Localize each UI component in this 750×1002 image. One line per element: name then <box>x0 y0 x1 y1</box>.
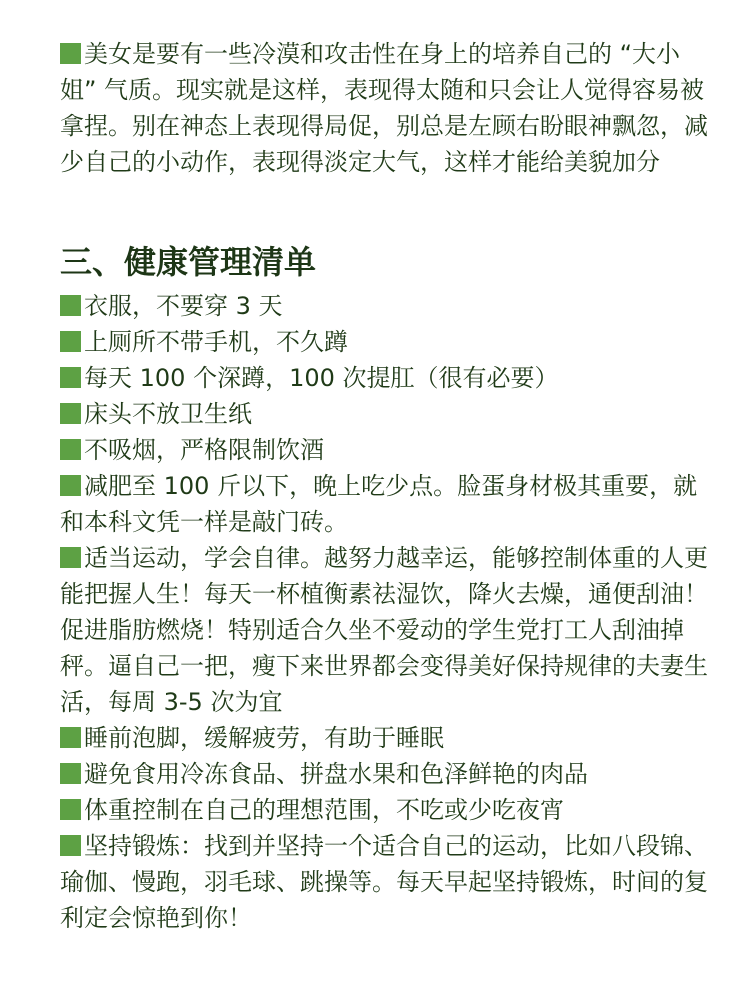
green-square-bullet-icon <box>60 403 81 424</box>
section-spacer <box>60 180 710 242</box>
list-item-text: 坚持锻炼：找到并坚持一个适合自己的运动，比如八段锦、瑜伽、慢跑，羽毛球、跳操等。每天早起坚持锻炼，时间的复利定会惊艳到你！ <box>60 832 708 932</box>
list-item-text: 减肥至 100 斤以下，晚上吃少点。脸蛋身材极其重要，就和本科文凭一样是敲门砖。 <box>60 472 698 536</box>
list-item-text: 避免食用冷冻食品、拼盘水果和色泽鲜艳的肉品 <box>84 760 588 788</box>
list-item <box>60 828 710 936</box>
list-item <box>60 396 710 432</box>
green-square-bullet-icon <box>60 547 81 568</box>
list-item-text: 睡前泡脚，缓解疲劳，有助于睡眠 <box>84 724 444 752</box>
list-item-text: 适当运动，学会自律。越努力越幸运，能够控制体重的人更能把握人生！每天一杯植衡素祛湿饮，降火去燥，通便刮油！促进脂肪燃烧！特别适合久坐不爱动的学生党打工人刮油掉秤。逼自己一把，瘦下来世界都会变得美好保持规律的夫妻生活，每周 3-5 次为宜 <box>60 544 708 716</box>
list-item-text: 不吸烟，严格限制饮酒 <box>84 436 324 464</box>
green-square-bullet-icon <box>60 43 81 64</box>
list-item <box>60 756 710 792</box>
green-square-bullet-icon <box>60 367 81 388</box>
list-item <box>60 432 710 468</box>
list-item-text: 床头不放卫生纸 <box>84 400 252 428</box>
green-square-bullet-icon <box>60 763 81 784</box>
list-item-text: 衣服，不要穿 3 天 <box>84 292 283 320</box>
green-square-bullet-icon <box>60 475 81 496</box>
list-item-text: 上厕所不带手机，不久蹲 <box>84 328 348 356</box>
intro-text: 美女是要有一些冷漠和攻击性在身上的培养自己的 “大小姐” 气质。现实就是这样，表现得太随和只会让人觉得容易被拿捏。别在神态上表现得局促，别总是左顾右盼眼神飘忽，减少自己的小动作，表现得淡定大气，这样才能给美貌加分 <box>60 40 708 176</box>
list-item <box>60 360 710 396</box>
green-square-bullet-icon <box>60 835 81 856</box>
list-item <box>60 288 710 324</box>
section-title: 三、健康管理清单 <box>60 243 317 281</box>
intro-paragraph <box>60 36 710 180</box>
list-item-text: 体重控制在自己的理想范围，不吃或少吃夜宵 <box>84 796 564 824</box>
green-square-bullet-icon <box>60 799 81 820</box>
green-square-bullet-icon <box>60 727 81 748</box>
list-item-text: 每天 100 个深蹲，100 次提肛（很有必要） <box>84 364 559 392</box>
green-square-bullet-icon <box>60 331 81 352</box>
green-square-bullet-icon <box>60 295 81 316</box>
list-item <box>60 324 710 360</box>
list-item <box>60 720 710 756</box>
list-item <box>60 468 710 540</box>
green-square-bullet-icon <box>60 439 81 460</box>
list-item <box>60 792 710 828</box>
list-item <box>60 540 710 720</box>
